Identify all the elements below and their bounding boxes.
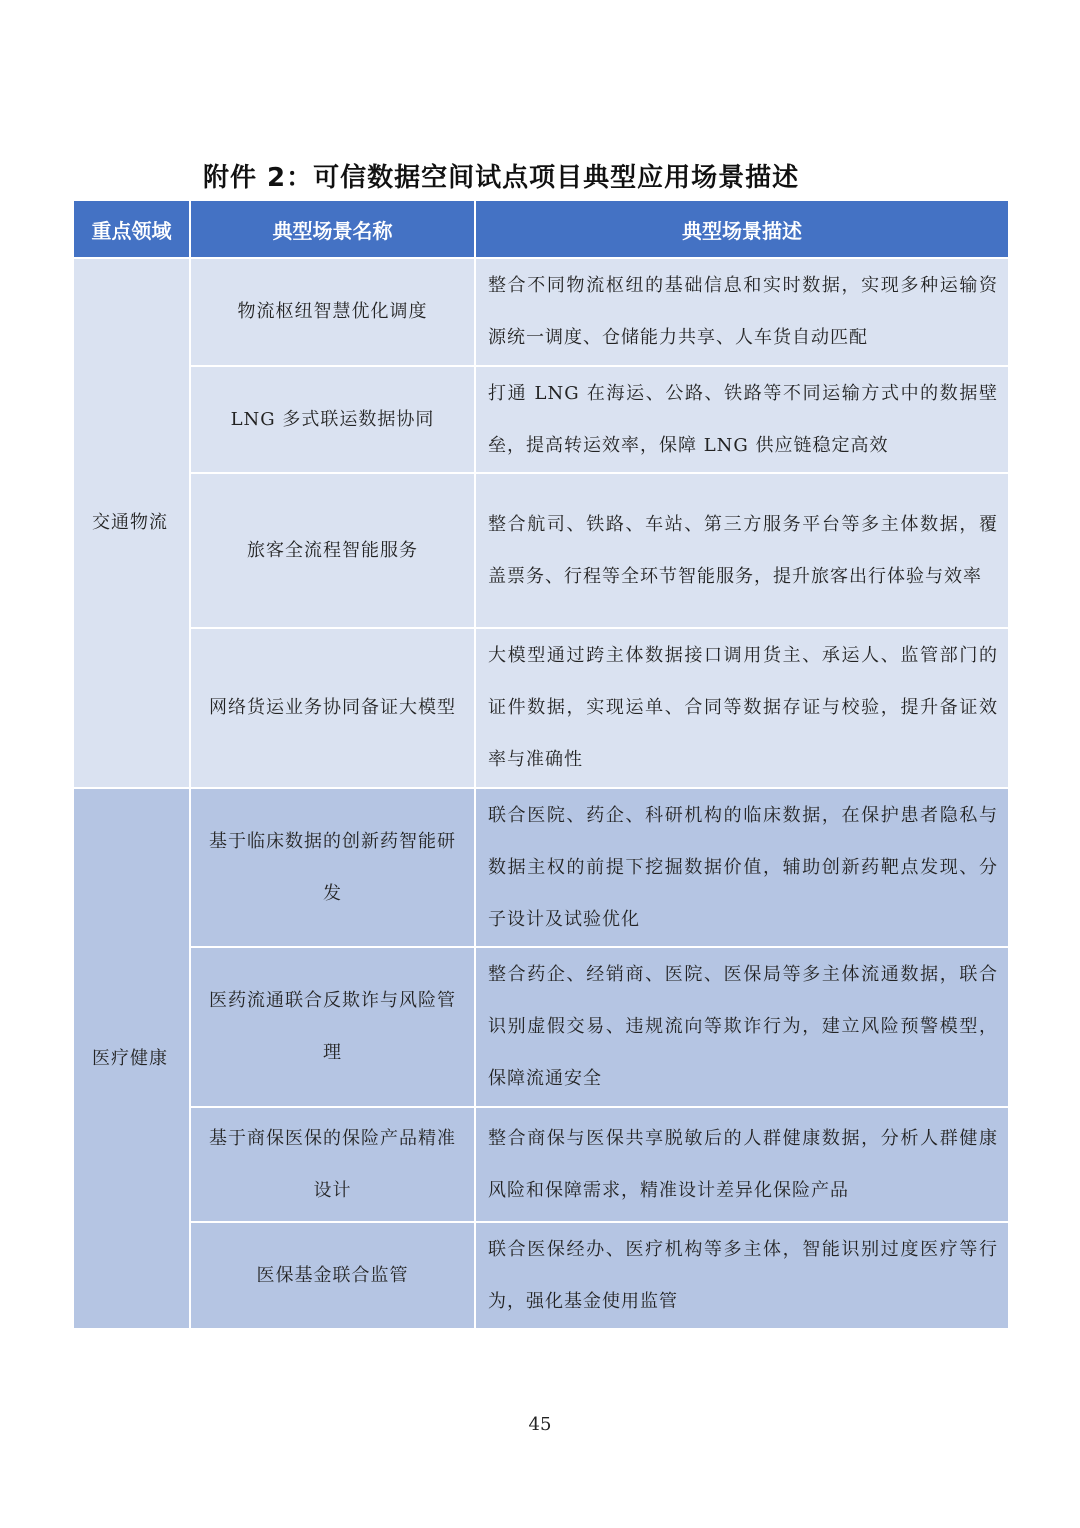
table-row xyxy=(73,1107,1009,1222)
domain-cell-health: 医疗健康 xyxy=(73,788,190,1329)
table-row xyxy=(73,947,1009,1107)
scene-desc-cell: 整合航司、铁路、车站、第三方服务平台等多主体数据，覆盖票务、行程等全环节智能服务，提升旅客出行体验与效率 xyxy=(475,473,1009,628)
scene-name-cell: 旅客全流程智能服务 xyxy=(190,473,475,628)
table-header-row xyxy=(73,200,1009,258)
scene-desc-cell: 联合医保经办、医疗机构等多主体，智能识别过度医疗等行为，强化基金使用监管 xyxy=(475,1222,1009,1329)
scene-name-cell: 医保基金联合监管 xyxy=(190,1222,475,1329)
scene-name-cell: 基于商保医保的保险产品精准设计 xyxy=(190,1107,475,1222)
page-number: 45 xyxy=(528,1414,552,1435)
scene-name-cell: 基于临床数据的创新药智能研发 xyxy=(190,788,475,947)
scenario-table xyxy=(72,199,1010,1330)
header-scene-desc: 典型场景描述 xyxy=(475,200,1009,258)
table-row xyxy=(73,473,1009,628)
table-row xyxy=(73,258,1009,366)
table-row xyxy=(73,1222,1009,1329)
scene-desc-cell: 整合药企、经销商、医院、医保局等多主体流通数据，联合识别虚假交易、违规流向等欺诈行为，建立风险预警模型，保障流通安全 xyxy=(475,947,1009,1107)
table-row xyxy=(73,788,1009,947)
scene-name-cell: 网络货运业务协同备证大模型 xyxy=(190,628,475,788)
scene-desc-cell: 整合商保与医保共享脱敏后的人群健康数据，分析人群健康风险和保障需求，精准设计差异化保险产品 xyxy=(475,1107,1009,1222)
domain-cell-transport: 交通物流 xyxy=(73,258,190,788)
scene-name-cell: 医药流通联合反欺诈与风险管理 xyxy=(190,947,475,1107)
scene-desc-cell: 联合医院、药企、科研机构的临床数据，在保护患者隐私与数据主权的前提下挖掘数据价值，辅助创新药靶点发现、分子设计及试验优化 xyxy=(475,788,1009,947)
scene-desc-cell: 打通 LNG 在海运、公路、铁路等不同运输方式中的数据壁垒，提高转运效率，保障 LNG 供应链稳定高效 xyxy=(475,366,1009,473)
scene-desc-cell: 大模型通过跨主体数据接口调用货主、承运人、监管部门的证件数据，实现运单、合同等数据存证与校验，提升备证效率与准确性 xyxy=(475,628,1009,788)
scene-name-cell: LNG 多式联运数据协同 xyxy=(190,366,475,473)
table-row xyxy=(73,366,1009,473)
header-domain: 重点领域 xyxy=(73,200,190,258)
document-title: 附件 2：可信数据空间试点项目典型应用场景描述 xyxy=(203,163,800,193)
table-row xyxy=(73,628,1009,788)
header-scene-name: 典型场景名称 xyxy=(190,200,475,258)
scene-name-cell: 物流枢纽智慧优化调度 xyxy=(190,258,475,366)
scene-desc-cell: 整合不同物流枢纽的基础信息和实时数据，实现多种运输资源统一调度、仓储能力共享、人车货自动匹配 xyxy=(475,258,1009,366)
